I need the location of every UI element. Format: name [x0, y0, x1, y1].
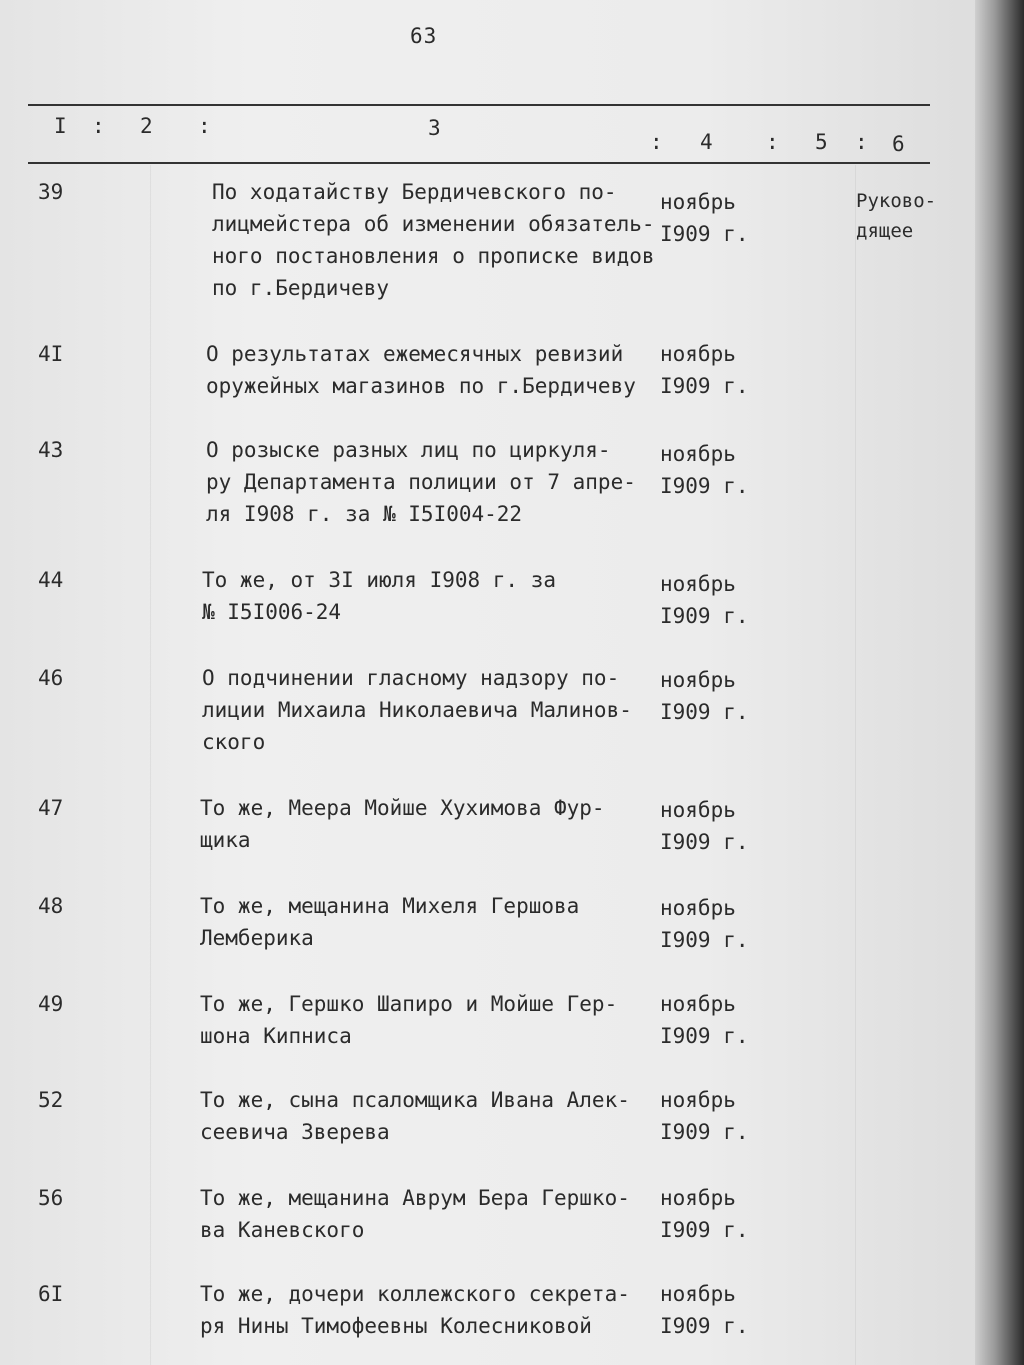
row-number: 47: [38, 796, 64, 820]
row-date: ноябрь I909 г.: [660, 190, 749, 246]
row-number: 44: [38, 568, 64, 592]
row-date: ноябрь I909 г.: [660, 442, 749, 498]
header-separator: :: [766, 130, 779, 154]
page-edge-shadow: [975, 0, 1024, 1365]
row-title: О результатах ежемесячных ревизий оружейных магазинов по г.Бердичеву: [206, 342, 636, 398]
row-date: ноябрь I909 г.: [660, 1282, 749, 1338]
row-title: О розыске разных лиц по циркуля- ру Департамента полиции от 7 апре- ля I908 г. за № I5I004-22: [206, 438, 636, 526]
row-title: По ходатайству Бердичевского по- лицмейстера об изменении обязатель- ного постановления о прописке видов по г.Бердичеву: [212, 180, 655, 300]
header-col-6: 6: [892, 132, 905, 156]
row-number: 6I: [38, 1282, 64, 1306]
row-date: ноябрь I909 г.: [660, 1186, 749, 1242]
header-separator: :: [198, 114, 211, 138]
row-title: То же, дочери коллежского секрета- ря Нины Тимофеевны Колесниковой: [200, 1282, 630, 1338]
row-date: ноябрь I909 г.: [660, 342, 749, 398]
row-number: 43: [38, 438, 64, 462]
header-bottom-rule: [28, 162, 930, 164]
row-title: То же, Гершко Шапиро и Мойше Гер- шона Кипниса: [200, 992, 618, 1048]
row-number: 4I: [38, 342, 64, 366]
row-title: То же, сына псаломщика Ивана Алек- сеевича Зверева: [200, 1088, 630, 1144]
header-col-1: I: [54, 114, 67, 138]
page-number: 63: [410, 24, 438, 48]
row-title: О подчинении гласному надзору по- лиции Михаила Николаевича Малинов- ского: [202, 666, 632, 754]
header-col-2: 2: [140, 114, 153, 138]
row-title: То же, мещанина Аврум Бера Гершко- ва Каневского: [200, 1186, 630, 1242]
row-date: ноябрь I909 г.: [660, 1088, 749, 1144]
row-number: 52: [38, 1088, 64, 1112]
header-col-5: 5: [815, 130, 828, 154]
row-title: То же, от 3I июля I908 г. за № I5I006-24: [202, 568, 557, 624]
row-number: 46: [38, 666, 64, 690]
row-note: Руково- дящее: [856, 190, 937, 242]
row-date: ноябрь I909 г.: [660, 798, 749, 854]
row-number: 49: [38, 992, 64, 1016]
header-top-rule: [28, 104, 930, 106]
row-date: ноябрь I909 г.: [660, 896, 749, 952]
row-number: 39: [38, 180, 64, 204]
column-guide: [855, 165, 856, 1365]
row-title: То же, мещанина Михеля Гершова Лемберика: [200, 894, 580, 950]
header-col-4: 4: [700, 130, 713, 154]
row-number: 48: [38, 894, 64, 918]
row-date: ноябрь I909 г.: [660, 992, 749, 1048]
column-guide: [150, 165, 151, 1365]
row-date: ноябрь I909 г.: [660, 572, 749, 628]
header-separator: :: [855, 130, 868, 154]
header-col-3: 3: [428, 116, 441, 140]
row-date: ноябрь I909 г.: [660, 668, 749, 724]
header-separator: :: [92, 114, 105, 138]
header-separator: :: [650, 130, 663, 154]
row-title: То же, Меера Мойше Хухимова Фур- щика: [200, 796, 605, 852]
row-number: 56: [38, 1186, 64, 1210]
